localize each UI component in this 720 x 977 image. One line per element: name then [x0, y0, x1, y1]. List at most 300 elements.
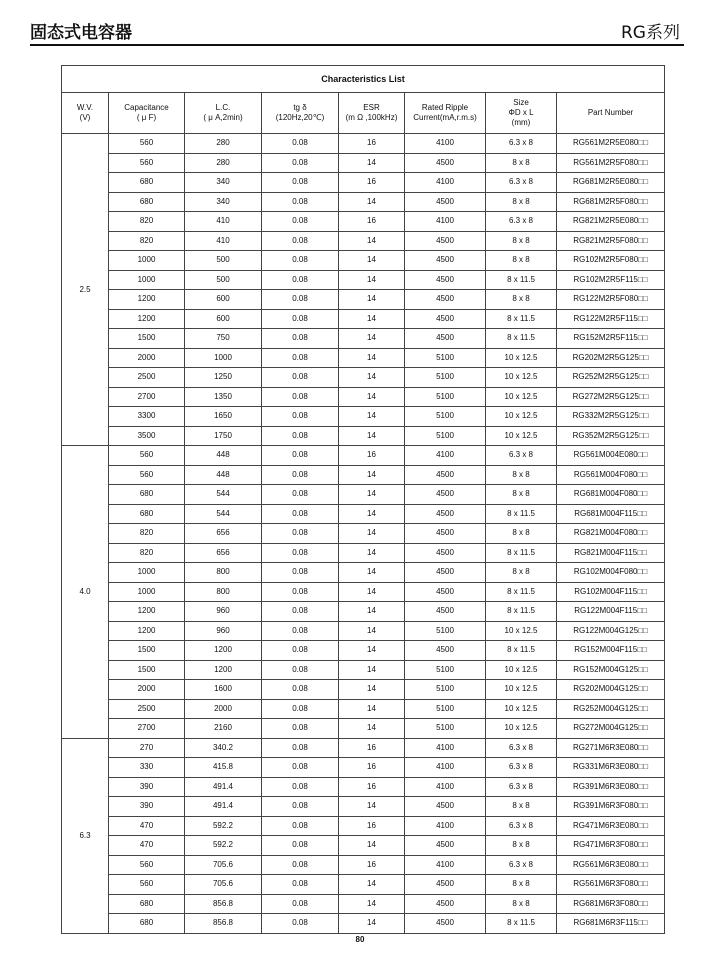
ripple-current-cell: 4500: [405, 309, 486, 329]
table-row: [62, 309, 665, 329]
part-number-cell: RG122M004F115□□: [557, 602, 665, 622]
capacitance-cell: 560: [109, 855, 185, 875]
ripple-current-cell: 4500: [405, 290, 486, 310]
leakage-current-cell: 544: [185, 485, 262, 505]
capacitance-cell: 1000: [109, 251, 185, 271]
esr-cell: 14: [339, 368, 405, 388]
part-number-cell: RG391M6R3F080□□: [557, 797, 665, 817]
size-cell: 8 x 11.5: [486, 641, 557, 661]
leakage-current-cell: 800: [185, 582, 262, 602]
table-body: [62, 134, 665, 934]
size-cell: 10 x 12.5: [486, 368, 557, 388]
ripple-current-cell: 4500: [405, 270, 486, 290]
ripple-current-cell: 4500: [405, 329, 486, 349]
capacitance-cell: 820: [109, 212, 185, 232]
esr-cell: 16: [339, 134, 405, 154]
esr-cell: 14: [339, 660, 405, 680]
part-number-cell: RG471M6R3F080□□: [557, 836, 665, 856]
ripple-current-cell: 4100: [405, 173, 486, 193]
esr-cell: 14: [339, 894, 405, 914]
size-cell: 8 x 8: [486, 875, 557, 895]
part-number-cell: RG152M2R5F115□□: [557, 329, 665, 349]
table-row: [62, 758, 665, 778]
tg-delta-cell: 0.08: [262, 777, 339, 797]
capacitance-cell: 390: [109, 797, 185, 817]
tg-delta-cell: 0.08: [262, 465, 339, 485]
capacitance-cell: 560: [109, 465, 185, 485]
esr-cell: 14: [339, 426, 405, 446]
table-row: [62, 212, 665, 232]
leakage-current-cell: 2000: [185, 699, 262, 719]
part-number-cell: RG152M004G125□□: [557, 660, 665, 680]
table-row: [62, 621, 665, 641]
leakage-current-cell: 1000: [185, 348, 262, 368]
capacitance-cell: 1000: [109, 582, 185, 602]
table-row: [62, 680, 665, 700]
ripple-current-cell: 4500: [405, 524, 486, 544]
size-cell: 8 x 11.5: [486, 582, 557, 602]
esr-cell: 14: [339, 485, 405, 505]
part-number-cell: RG821M004F115□□: [557, 543, 665, 563]
size-cell: 6.3 x 8: [486, 738, 557, 758]
tg-delta-cell: 0.08: [262, 407, 339, 427]
tg-delta-cell: 0.08: [262, 797, 339, 817]
ripple-current-cell: 5100: [405, 348, 486, 368]
table-row: [62, 173, 665, 193]
leakage-current-cell: 340: [185, 192, 262, 212]
series-name: RG系列: [621, 23, 680, 43]
col-header-tg: tg δ (120Hz,20℃): [262, 93, 339, 134]
table-row: [62, 485, 665, 505]
tg-delta-cell: 0.08: [262, 173, 339, 193]
esr-cell: 14: [339, 582, 405, 602]
capacitance-cell: 560: [109, 134, 185, 154]
ripple-current-cell: 4100: [405, 816, 486, 836]
table-row: [62, 251, 665, 271]
ripple-current-cell: 4500: [405, 582, 486, 602]
tg-delta-cell: 0.08: [262, 387, 339, 407]
size-cell: 8 x 8: [486, 563, 557, 583]
capacitance-cell: 470: [109, 816, 185, 836]
size-cell: 8 x 8: [486, 192, 557, 212]
ripple-current-cell: 4500: [405, 563, 486, 583]
ripple-current-cell: 4100: [405, 758, 486, 778]
part-number-cell: RG821M2R5F080□□: [557, 231, 665, 251]
leakage-current-cell: 960: [185, 602, 262, 622]
table-row: [62, 875, 665, 895]
esr-cell: 14: [339, 407, 405, 427]
part-number-cell: RG561M2R5F080□□: [557, 153, 665, 173]
esr-cell: 14: [339, 914, 405, 934]
capacitance-cell: 1200: [109, 621, 185, 641]
leakage-current-cell: 1200: [185, 641, 262, 661]
size-cell: 6.3 x 8: [486, 777, 557, 797]
leakage-current-cell: 415.8: [185, 758, 262, 778]
part-number-cell: RG352M2R5G125□□: [557, 426, 665, 446]
size-cell: 10 x 12.5: [486, 407, 557, 427]
esr-cell: 16: [339, 738, 405, 758]
ripple-current-cell: 4500: [405, 875, 486, 895]
ripple-current-cell: 5100: [405, 719, 486, 739]
capacitance-cell: 3500: [109, 426, 185, 446]
ripple-current-cell: 4500: [405, 251, 486, 271]
ripple-current-cell: 4500: [405, 153, 486, 173]
table-row: [62, 816, 665, 836]
tg-delta-cell: 0.08: [262, 485, 339, 505]
part-number-cell: RG821M004F080□□: [557, 524, 665, 544]
table-row: [62, 270, 665, 290]
esr-cell: 14: [339, 153, 405, 173]
esr-cell: 14: [339, 699, 405, 719]
part-number-cell: RG681M2R5F080□□: [557, 192, 665, 212]
tg-delta-cell: 0.08: [262, 621, 339, 641]
esr-cell: 16: [339, 758, 405, 778]
leakage-current-cell: 856.8: [185, 894, 262, 914]
ripple-current-cell: 4100: [405, 446, 486, 466]
table-row: [62, 192, 665, 212]
esr-cell: 14: [339, 348, 405, 368]
leakage-current-cell: 800: [185, 563, 262, 583]
size-cell: 10 x 12.5: [486, 621, 557, 641]
esr-cell: 14: [339, 504, 405, 524]
size-cell: 8 x 8: [486, 836, 557, 856]
esr-cell: 16: [339, 212, 405, 232]
part-number-cell: RG272M004G125□□: [557, 719, 665, 739]
table-row: [62, 387, 665, 407]
capacitance-cell: 820: [109, 543, 185, 563]
table-row: [62, 290, 665, 310]
tg-delta-cell: 0.08: [262, 290, 339, 310]
page-number: 80: [355, 935, 365, 944]
capacitance-cell: 330: [109, 758, 185, 778]
table-row: [62, 446, 665, 466]
tg-delta-cell: 0.08: [262, 855, 339, 875]
esr-cell: 14: [339, 524, 405, 544]
size-cell: 8 x 8: [486, 524, 557, 544]
part-number-cell: RG821M2R5E080□□: [557, 212, 665, 232]
table-row: [62, 543, 665, 563]
esr-cell: 14: [339, 387, 405, 407]
wv-cell: 6.3: [62, 738, 109, 933]
tg-delta-cell: 0.08: [262, 543, 339, 563]
ripple-current-cell: 4500: [405, 914, 486, 934]
capacitance-cell: 1500: [109, 329, 185, 349]
ripple-current-cell: 4500: [405, 602, 486, 622]
col-header-esr: ESR (m Ω ,100kHz): [339, 93, 405, 134]
esr-cell: 14: [339, 465, 405, 485]
size-cell: 10 x 12.5: [486, 348, 557, 368]
part-number-cell: RG272M2R5G125□□: [557, 387, 665, 407]
esr-cell: 16: [339, 855, 405, 875]
part-number-cell: RG152M004F115□□: [557, 641, 665, 661]
ripple-current-cell: 4500: [405, 797, 486, 817]
part-number-cell: RG681M004F115□□: [557, 504, 665, 524]
part-number-cell: RG102M004F080□□: [557, 563, 665, 583]
esr-cell: 14: [339, 836, 405, 856]
size-cell: 6.3 x 8: [486, 855, 557, 875]
table-row: [62, 348, 665, 368]
ripple-current-cell: 4500: [405, 894, 486, 914]
table-row: [62, 407, 665, 427]
size-cell: 8 x 8: [486, 251, 557, 271]
capacitance-cell: 1500: [109, 660, 185, 680]
part-number-cell: RG202M2R5G125□□: [557, 348, 665, 368]
ripple-current-cell: 5100: [405, 680, 486, 700]
table-row: [62, 602, 665, 622]
part-number-cell: RG561M2R5E080□□: [557, 134, 665, 154]
tg-delta-cell: 0.08: [262, 660, 339, 680]
leakage-current-cell: 491.4: [185, 777, 262, 797]
tg-delta-cell: 0.08: [262, 699, 339, 719]
capacitance-cell: 2500: [109, 699, 185, 719]
capacitance-cell: 1200: [109, 602, 185, 622]
tg-delta-cell: 0.08: [262, 309, 339, 329]
col-header-part-number: Part Number: [557, 93, 665, 134]
table-row: [62, 836, 665, 856]
table-row: [62, 504, 665, 524]
size-cell: 6.3 x 8: [486, 816, 557, 836]
part-number-cell: RG681M004F080□□: [557, 485, 665, 505]
size-cell: 6.3 x 8: [486, 446, 557, 466]
esr-cell: 14: [339, 602, 405, 622]
table-row: [62, 914, 665, 934]
size-cell: 8 x 8: [486, 894, 557, 914]
column-header-row: [62, 93, 665, 134]
tg-delta-cell: 0.08: [262, 836, 339, 856]
size-cell: 8 x 8: [486, 231, 557, 251]
part-number-cell: RG681M6R3F115□□: [557, 914, 665, 934]
table-row: [62, 134, 665, 154]
capacitance-cell: 1000: [109, 563, 185, 583]
table-row: [62, 368, 665, 388]
part-number-cell: RG122M004G125□□: [557, 621, 665, 641]
table-row: [62, 524, 665, 544]
tg-delta-cell: 0.08: [262, 134, 339, 154]
tg-delta-cell: 0.08: [262, 680, 339, 700]
tg-delta-cell: 0.08: [262, 192, 339, 212]
table-row: [62, 894, 665, 914]
tg-delta-cell: 0.08: [262, 270, 339, 290]
esr-cell: 14: [339, 875, 405, 895]
esr-cell: 14: [339, 329, 405, 349]
col-header-lc: L.C. ( μ A,2min): [185, 93, 262, 134]
size-cell: 10 x 12.5: [486, 680, 557, 700]
part-number-cell: RG331M6R3E080□□: [557, 758, 665, 778]
esr-cell: 14: [339, 621, 405, 641]
tg-delta-cell: 0.08: [262, 524, 339, 544]
ripple-current-cell: 4500: [405, 192, 486, 212]
ripple-current-cell: 5100: [405, 621, 486, 641]
part-number-cell: RG122M2R5F115□□: [557, 309, 665, 329]
esr-cell: 16: [339, 816, 405, 836]
characteristics-table: [61, 65, 665, 934]
capacitance-cell: 680: [109, 485, 185, 505]
part-number-cell: RG102M004F115□□: [557, 582, 665, 602]
leakage-current-cell: 410: [185, 231, 262, 251]
table-row: [62, 426, 665, 446]
part-number-cell: RG252M004G125□□: [557, 699, 665, 719]
size-cell: 8 x 8: [486, 290, 557, 310]
tg-delta-cell: 0.08: [262, 504, 339, 524]
ripple-current-cell: 4500: [405, 641, 486, 661]
size-cell: 8 x 8: [486, 465, 557, 485]
esr-cell: 14: [339, 270, 405, 290]
capacitance-cell: 680: [109, 504, 185, 524]
size-cell: 10 x 12.5: [486, 719, 557, 739]
leakage-current-cell: 1600: [185, 680, 262, 700]
leakage-current-cell: 1650: [185, 407, 262, 427]
tg-delta-cell: 0.08: [262, 231, 339, 251]
table-row: [62, 582, 665, 602]
part-number-cell: RG561M004E080□□: [557, 446, 665, 466]
tg-delta-cell: 0.08: [262, 426, 339, 446]
tg-delta-cell: 0.08: [262, 582, 339, 602]
ripple-current-cell: 4500: [405, 543, 486, 563]
size-cell: 8 x 11.5: [486, 914, 557, 934]
size-cell: 6.3 x 8: [486, 212, 557, 232]
tg-delta-cell: 0.08: [262, 914, 339, 934]
size-cell: 6.3 x 8: [486, 758, 557, 778]
col-header-capacitance: Capacitance ( μ F): [109, 93, 185, 134]
leakage-current-cell: 960: [185, 621, 262, 641]
leakage-current-cell: 1250: [185, 368, 262, 388]
capacitance-cell: 2000: [109, 680, 185, 700]
tg-delta-cell: 0.08: [262, 368, 339, 388]
tg-delta-cell: 0.08: [262, 816, 339, 836]
esr-cell: 14: [339, 797, 405, 817]
part-number-cell: RG102M2R5F080□□: [557, 251, 665, 271]
ripple-current-cell: 4100: [405, 134, 486, 154]
capacitance-cell: 270: [109, 738, 185, 758]
ripple-current-cell: 5100: [405, 407, 486, 427]
capacitance-cell: 680: [109, 192, 185, 212]
table-row: [62, 738, 665, 758]
ripple-current-cell: 4500: [405, 836, 486, 856]
capacitance-cell: 390: [109, 777, 185, 797]
capacitance-cell: 2700: [109, 387, 185, 407]
table-row: [62, 231, 665, 251]
leakage-current-cell: 1750: [185, 426, 262, 446]
leakage-current-cell: 340: [185, 173, 262, 193]
table-row: [62, 855, 665, 875]
table-row: [62, 329, 665, 349]
capacitance-cell: 560: [109, 153, 185, 173]
ripple-current-cell: 4500: [405, 465, 486, 485]
size-cell: 8 x 11.5: [486, 329, 557, 349]
size-cell: 8 x 8: [486, 485, 557, 505]
tg-delta-cell: 0.08: [262, 602, 339, 622]
series-category-title: 固态式电容器: [30, 23, 132, 43]
capacitance-cell: 1200: [109, 309, 185, 329]
leakage-current-cell: 2160: [185, 719, 262, 739]
esr-cell: 14: [339, 543, 405, 563]
capacitance-cell: 680: [109, 914, 185, 934]
part-number-cell: RG561M004F080□□: [557, 465, 665, 485]
leakage-current-cell: 500: [185, 270, 262, 290]
esr-cell: 14: [339, 641, 405, 661]
capacitance-cell: 470: [109, 836, 185, 856]
part-number-cell: RG471M6R3E080□□: [557, 816, 665, 836]
tg-delta-cell: 0.08: [262, 212, 339, 232]
size-cell: 8 x 8: [486, 797, 557, 817]
part-number-cell: RG271M6R3E080□□: [557, 738, 665, 758]
part-number-cell: RG561M6R3F080□□: [557, 875, 665, 895]
part-number-cell: RG681M6R3F080□□: [557, 894, 665, 914]
esr-cell: 14: [339, 719, 405, 739]
esr-cell: 14: [339, 680, 405, 700]
col-header-size: Size ΦD x L (mm): [486, 93, 557, 134]
leakage-current-cell: 448: [185, 446, 262, 466]
size-cell: 6.3 x 8: [486, 134, 557, 154]
ripple-current-cell: 4500: [405, 231, 486, 251]
tg-delta-cell: 0.08: [262, 348, 339, 368]
capacitance-cell: 2500: [109, 368, 185, 388]
tg-delta-cell: 0.08: [262, 446, 339, 466]
leakage-current-cell: 600: [185, 309, 262, 329]
capacitance-cell: 680: [109, 894, 185, 914]
esr-cell: 14: [339, 290, 405, 310]
ripple-current-cell: 5100: [405, 387, 486, 407]
size-cell: 8 x 11.5: [486, 309, 557, 329]
leakage-current-cell: 750: [185, 329, 262, 349]
leakage-current-cell: 656: [185, 543, 262, 563]
leakage-current-cell: 491.4: [185, 797, 262, 817]
table-row: [62, 153, 665, 173]
part-number-cell: RG561M6R3E080□□: [557, 855, 665, 875]
size-cell: 10 x 12.5: [486, 387, 557, 407]
capacitance-cell: 2000: [109, 348, 185, 368]
table-row: [62, 777, 665, 797]
ripple-current-cell: 5100: [405, 660, 486, 680]
esr-cell: 14: [339, 309, 405, 329]
size-cell: 8 x 11.5: [486, 543, 557, 563]
tg-delta-cell: 0.08: [262, 329, 339, 349]
capacitance-cell: 3300: [109, 407, 185, 427]
leakage-current-cell: 340.2: [185, 738, 262, 758]
leakage-current-cell: 1200: [185, 660, 262, 680]
part-number-cell: RG102M2R5F115□□: [557, 270, 665, 290]
capacitance-cell: 820: [109, 524, 185, 544]
tg-delta-cell: 0.08: [262, 894, 339, 914]
header-rule: [30, 44, 684, 46]
esr-cell: 14: [339, 563, 405, 583]
capacitance-cell: 1500: [109, 641, 185, 661]
size-cell: 10 x 12.5: [486, 660, 557, 680]
leakage-current-cell: 448: [185, 465, 262, 485]
ripple-current-cell: 5100: [405, 699, 486, 719]
esr-cell: 14: [339, 231, 405, 251]
part-number-cell: RG252M2R5G125□□: [557, 368, 665, 388]
part-number-cell: RG332M2R5G125□□: [557, 407, 665, 427]
leakage-current-cell: 280: [185, 134, 262, 154]
capacitance-cell: 1200: [109, 290, 185, 310]
tg-delta-cell: 0.08: [262, 738, 339, 758]
leakage-current-cell: 592.2: [185, 836, 262, 856]
tg-delta-cell: 0.08: [262, 641, 339, 661]
size-cell: 8 x 11.5: [486, 270, 557, 290]
leakage-current-cell: 500: [185, 251, 262, 271]
leakage-current-cell: 600: [185, 290, 262, 310]
size-cell: 10 x 12.5: [486, 426, 557, 446]
tg-delta-cell: 0.08: [262, 875, 339, 895]
wv-cell: 4.0: [62, 446, 109, 739]
leakage-current-cell: 1350: [185, 387, 262, 407]
leakage-current-cell: 705.6: [185, 855, 262, 875]
part-number-cell: RG391M6R3E080□□: [557, 777, 665, 797]
tg-delta-cell: 0.08: [262, 251, 339, 271]
esr-cell: 14: [339, 251, 405, 271]
col-header-wv: W.V. (V): [62, 93, 109, 134]
